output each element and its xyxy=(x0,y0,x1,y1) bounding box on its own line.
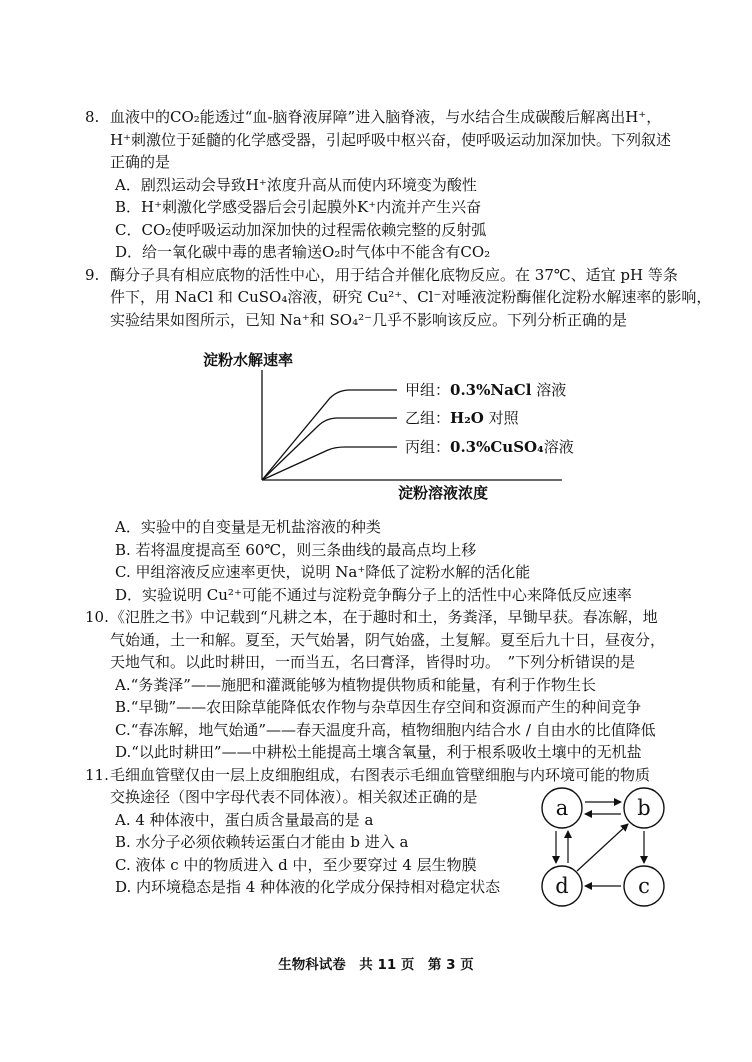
arrow-d-to-b xyxy=(577,824,628,871)
legend-suffix: 溶液 xyxy=(543,438,574,456)
option-c: C. 甲组溶液反应速率更快，说明 Na⁺降低了淀粉水解的活化能 xyxy=(115,563,531,581)
question-number: 8. xyxy=(85,108,100,126)
node-c-label: c xyxy=(638,874,650,898)
question-stem-line: 交换途径（图中字母代表不同体液）。相关叙述正确的是 xyxy=(110,788,478,806)
q9-rate-chart xyxy=(190,340,610,510)
question-stem-line xyxy=(0,264,752,287)
text-block-upper xyxy=(0,106,752,331)
option-b: B. 水分子必须依赖转运蛋白才能由 b 进入 a xyxy=(115,833,409,851)
question-9-stem xyxy=(0,264,752,332)
legend-group: 甲组： xyxy=(405,381,451,399)
question-stem-line xyxy=(0,606,752,629)
question-stem-line: 天地气和。以此时耕田，一而当五，名曰膏泽，皆得时功。 ”下列分析错误的是 xyxy=(110,653,636,671)
legend-reagent: 0.3%CuSO₄ xyxy=(450,438,544,456)
stem-text: 《氾胜之书》中记载到“凡耕之本，在于趣时和土，务粪泽，早锄早获。春冻解，地 xyxy=(110,608,658,626)
question-8 xyxy=(0,106,752,264)
question-stem-line: 实验结果如图所示，已知 Na⁺和 SO₄²⁻几乎不影响该反应。下列分析正确的是 xyxy=(110,310,628,329)
option-d: D．给一氧化碳中毒的患者输送O₂时气体中不能含有CO₂ xyxy=(115,243,491,261)
page-footer: 生物科试卷 共 11 页 第 3 页 xyxy=(278,957,474,973)
option-c: C. 液体 c 中的物质进入 d 中，至少要穿过 4 层生物膜 xyxy=(115,855,477,874)
legend-group: 丙组： xyxy=(405,438,451,456)
x-axis-label: 淀粉溶液浓度 xyxy=(398,484,489,502)
question-stem-line: H⁺刺激位于延髓的化学感受器，引起呼吸中枢兴奋，使呼吸运动加深加快。下列叙述 xyxy=(110,130,672,149)
legend-group: 乙组： xyxy=(405,409,451,427)
option-b: B. 若将温度提高至 60℃，则三条曲线的最高点均上移 xyxy=(115,540,477,559)
question-stem-line: 件下，用 NaCl 和 CuSO₄溶液，研究 Cu²⁺、Cl⁻对唾液淀粉酶催化淀粉水解速率的影响， xyxy=(110,288,712,306)
curve-group-jia xyxy=(262,390,397,480)
node-b-label: b xyxy=(637,796,651,820)
option-c: C．CO₂使呼吸运动加深加快的过程需依赖完整的反射弧 xyxy=(115,220,487,239)
option-d: D.“以此时耕田”——中耕松土能提高土壤含氧量，利于根系吸收土壤中的无机盐 xyxy=(115,743,642,761)
node-a-label: a xyxy=(555,796,569,820)
stem-text: 血液中的CO₂能透过“血-脑脊液屏障”进入脑脊液，与水结合生成碳酸后解离出H⁺， xyxy=(110,108,662,126)
question-number: 11. xyxy=(85,765,109,784)
y-axis-label: 淀粉水解速率 xyxy=(203,351,294,369)
legend-reagent: 0.3%NaCl xyxy=(450,381,532,399)
legend-group-jia xyxy=(405,380,566,400)
node-d-label: d xyxy=(555,874,569,898)
question-9-options xyxy=(0,516,752,606)
option-a: A．剧烈运动会导致H⁺浓度升高从而使内环境变为酸性 xyxy=(115,175,477,194)
option-a: A.“务粪泽”——施肥和灌溉能够为植物提供物质和能量，有利于作物生长 xyxy=(115,675,596,694)
q11-fluid-exchange-diagram xyxy=(530,780,680,920)
legend-suffix: 溶液 xyxy=(531,381,567,399)
option-b: B.“早锄”——农田除草能降低农作物与杂草因生存空间和资源而产生的种间竞争 xyxy=(115,698,642,716)
legend-reagent: H₂O xyxy=(450,409,484,427)
legend-group-bing xyxy=(405,437,574,457)
question-stem-line: 气始通，土一和解。夏至，天气始暑，阴气始盛，土复解。夏至后九十日，昼夜分， xyxy=(110,630,666,649)
option-d: D．实验说明 Cu²⁺可能不通过与淀粉竞争酶分子上的活性中心来降低反应速率 xyxy=(115,585,632,604)
question-stem-line: 正确的是 xyxy=(110,153,171,171)
question-number: 9. xyxy=(85,265,100,284)
stem-text: 毛细血管壁仅由一层上皮细胞组成，右图表示毛细血管壁细胞与内环境可能的物质 xyxy=(110,765,651,784)
curve-group-bing xyxy=(262,447,397,480)
stem-text: 酶分子具有相应底物的活性中心，用于结合并催化底物反应。在 37℃、适宜 pH 等条 xyxy=(110,265,678,284)
option-d: D. 内环境稳态是指 4 种体液的化学成分保持相对稳定状态 xyxy=(115,878,501,896)
question-10 xyxy=(0,606,752,764)
option-b: B．H⁺刺激化学感受器后会引起膜外K⁺内流并产生兴奋 xyxy=(115,198,482,216)
question-stem-line xyxy=(0,106,752,129)
legend-group-yi xyxy=(405,408,519,428)
legend-suffix: 对照 xyxy=(483,409,519,427)
option-a: A．实验中的自变量是无机盐溶液的种类 xyxy=(115,518,381,536)
option-c: C.“春冻解，地气始通”——春天温度升高，植物细胞内结合水 / 自由水的比值降低 xyxy=(115,720,656,739)
option-a: A. 4 种体液中，蛋白质含量最高的是 a xyxy=(115,810,374,829)
q11-diagram-svg xyxy=(530,780,680,920)
question-number: 10. xyxy=(85,608,109,626)
